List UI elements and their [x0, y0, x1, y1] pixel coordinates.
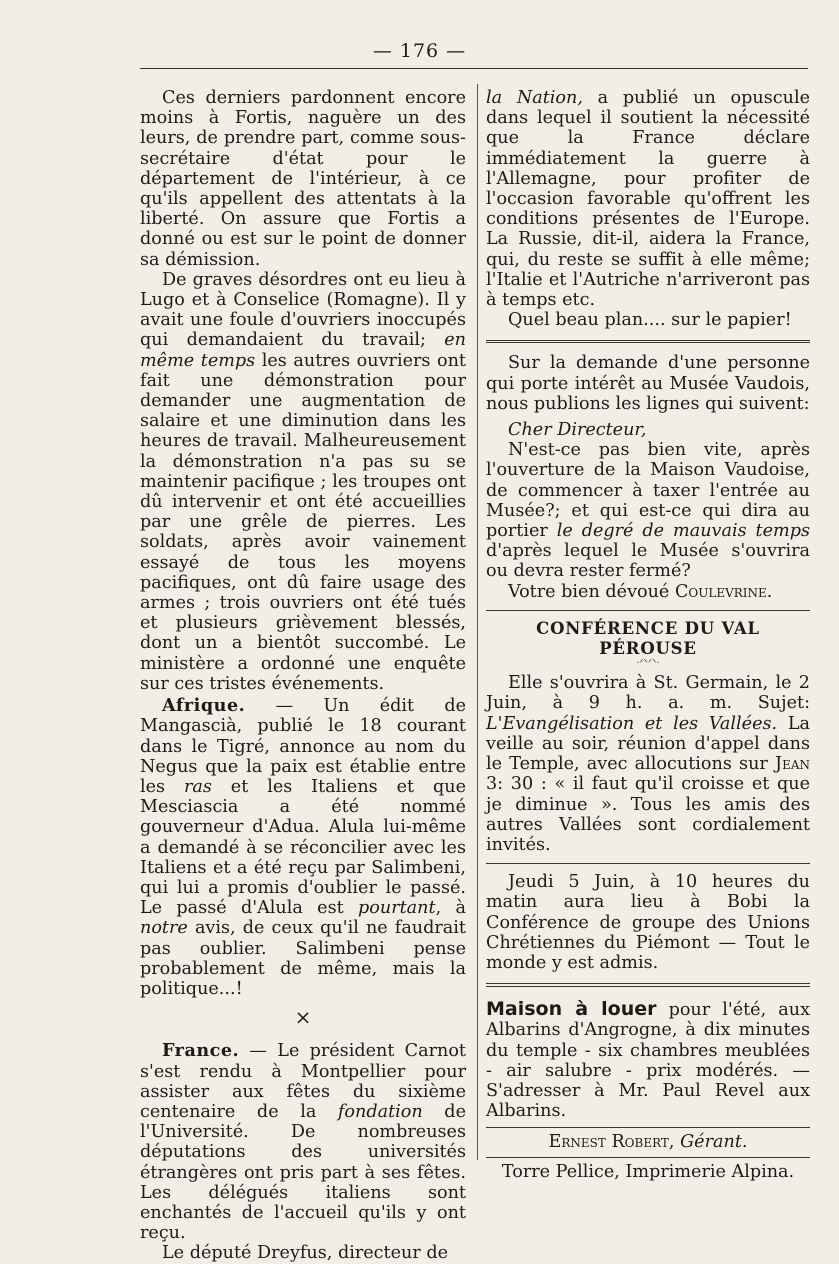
italic-span: Cher Directeur,: [508, 420, 647, 441]
text-span: — Le président Carnot s'est rendu à Montpellier pour assister aux fêtes du sixième centenaire de la: [140, 1041, 466, 1122]
italic-span: ras: [183, 776, 212, 797]
text-span: et les Italiens et que Mesciascia a été nommé gouverneur d'Adua. Alula lui-même a demandé à se réconcilier avec les Italiens et a été reçu par Salimbeni, qui lui a promis d'oublier le passé. Le passé d'Alula est: [140, 776, 466, 919]
advertisement: [486, 999, 810, 1121]
italic-span: L'Evangélisation et les Vallées.: [486, 713, 778, 734]
desordres-paragraph: [140, 270, 466, 694]
text-span: N'est-ce pas bien vite, après l'ouverture de la Maison Vaudoise, de commencer à taxer l'entrée au Musée?; et qui est-ce qui dira au portier: [486, 440, 810, 542]
italic-span: Gérant.: [680, 1132, 748, 1153]
conference-heading: CONFÉRENCE DU VAL PÉROUSE: [536, 618, 760, 659]
afrique-paragraph: [140, 696, 466, 999]
afrique-heading: Afrique.: [162, 695, 246, 717]
ornament-icon: ·ᐟᐠᐟᐠ·: [636, 658, 660, 670]
text-span: pour l'été, aux Albarins d'Angrogne, à dix minutes du temple - six chambres meublées - air salubre - prix modérés. — S'adresser à Mr. Paul Revel aux Albarins.: [486, 1000, 811, 1122]
section-rule: [486, 983, 810, 987]
text-span: — Un édit de Mangascià, publié le 18 courant dans le Tigré, annonce au nom du Negus que la paix est établie entre les: [140, 696, 466, 797]
text-span: La veille au soir, réunion d'appel dans le Temple, avec allocutions sur: [486, 713, 810, 775]
text-span: 3: 30 : « il faut qu'il croisse et que je diminue ». Tous les amis des autres Vallées sont cordialement invités.: [486, 774, 810, 855]
section-rule: [486, 1157, 810, 1158]
text-span: a publié un opuscule dans lequel il soutient la nécessité que la France déclare immédiatement la guerre à l'Allemagne, pour profiter de l'occasion favorable qu'offrent les conditions présentes de l'Europe. La Russie, dit-il, aidera la France, qui, du reste se suffit à elle même; l'Italie et l'Autriche n'arriveront pas à temps etc.: [486, 88, 810, 311]
text-span: de l'Université. De nombreuses députations des universités étrangères ont pris part à ses fêtes. Les délégués italiens sont enchantés de l'accueil qu'ils y ont reçu.: [140, 1101, 466, 1244]
top-rule: [140, 68, 808, 69]
italic-span: en même temps: [140, 330, 466, 371]
page-number: — 176 —: [372, 40, 467, 62]
salutation: [486, 420, 810, 440]
section-rule: [486, 863, 810, 864]
text-span: avis, de ceux qu'il ne faudrait pas oublier. Salimbeni pense probablement de même, mais la politique...!: [140, 918, 466, 999]
section-rule: [486, 340, 810, 343]
text-span: De graves désordres ont eu lieu à Lugo et à Conselice (Romagne). Il y avait une foule d'ouvriers inoccupés qui demandaient du travail;: [140, 269, 466, 351]
smallcaps-span: Jean: [775, 754, 810, 775]
france-paragraph: [140, 1041, 466, 1243]
section-rule: [486, 1127, 810, 1128]
text-span: les autres ouvriers ont fait une démonstration pour demander une augmentation de salaire et une diminution dans les heures de travail. Malheureusement la démonstration n'a pas su se maintenir pacifique ; les troupes ont dû intervenir et ont été accueillies par une grêle de pierres. Les soldats, après avoir vainement essayé de tous les moyens pacifiques, ont dû faire usage des armes ; trois ouvriers ont été tués et plusieurs grièvement blessés, dont un a bientôt succombé. Le ministère a ordonné une enquête sur ces tristes événements.: [140, 350, 466, 694]
italic-span: fondation: [337, 1101, 423, 1122]
letter-body: [486, 440, 810, 581]
dreyfus-paragraph: Le député Dreyfus, directeur de: [162, 1243, 449, 1264]
text-span: Votre bien dévoué: [508, 581, 675, 602]
right-column: [486, 88, 810, 1182]
italic-span: pourtant: [358, 898, 436, 919]
printer-line: Torre Pellice, Imprimerie Alpina.: [501, 1161, 795, 1182]
text-span: Elle s'ouvrira à St. Germain, le 2 Juin, à 9 h. a. m. Sujet:: [486, 673, 810, 714]
italic-span: notre: [140, 918, 188, 939]
france-heading: France.: [162, 1040, 240, 1062]
column-divider: [477, 84, 478, 1160]
text-span: , à: [435, 898, 466, 919]
nation-paragraph: [486, 88, 810, 310]
jeudi-paragraph: Jeudi 5 Juin, à 10 heures du matin aura lieu à Bobi la Conférence de groupe des Unions Chrétiennes du Piémont — Tout le monde y est admis.: [486, 872, 810, 973]
musee-intro: Sur la demande d'une personne qui porte intérêt au Musée Vaudois, nous publions les lignes qui suivent:: [486, 353, 810, 414]
gerant-name: Ernest Robert,: [548, 1132, 675, 1153]
section-separator: ×: [294, 1005, 312, 1030]
beau-plan-line: Quel beau plan.... sur le papier!: [508, 310, 792, 331]
gerant-line: [486, 1132, 810, 1152]
signature-name: Coulevrine.: [674, 581, 773, 602]
italic-span: la Nation,: [486, 88, 583, 108]
italic-span: le degré de mauvais temps: [556, 521, 810, 542]
ad-title: Maison à louer: [486, 998, 657, 1021]
conference-paragraph: [486, 673, 810, 855]
text-span: d'après lequel le Musée s'ouvrira ou devra rester fermé?: [486, 541, 810, 582]
left-column: [140, 88, 466, 1264]
letter-signature: [486, 582, 810, 602]
section-rule: [486, 610, 810, 611]
fortis-paragraph: Ces derniers pardonnent encore moins à Fortis, naguère un des leurs, de prendre part, comme sous-secrétaire d'état pour le département de l'intérieur, à ce qu'ils appellent des attentats à la liberté. On assure que Fortis a donné ou est sur le point de donner sa démission.: [140, 88, 466, 270]
